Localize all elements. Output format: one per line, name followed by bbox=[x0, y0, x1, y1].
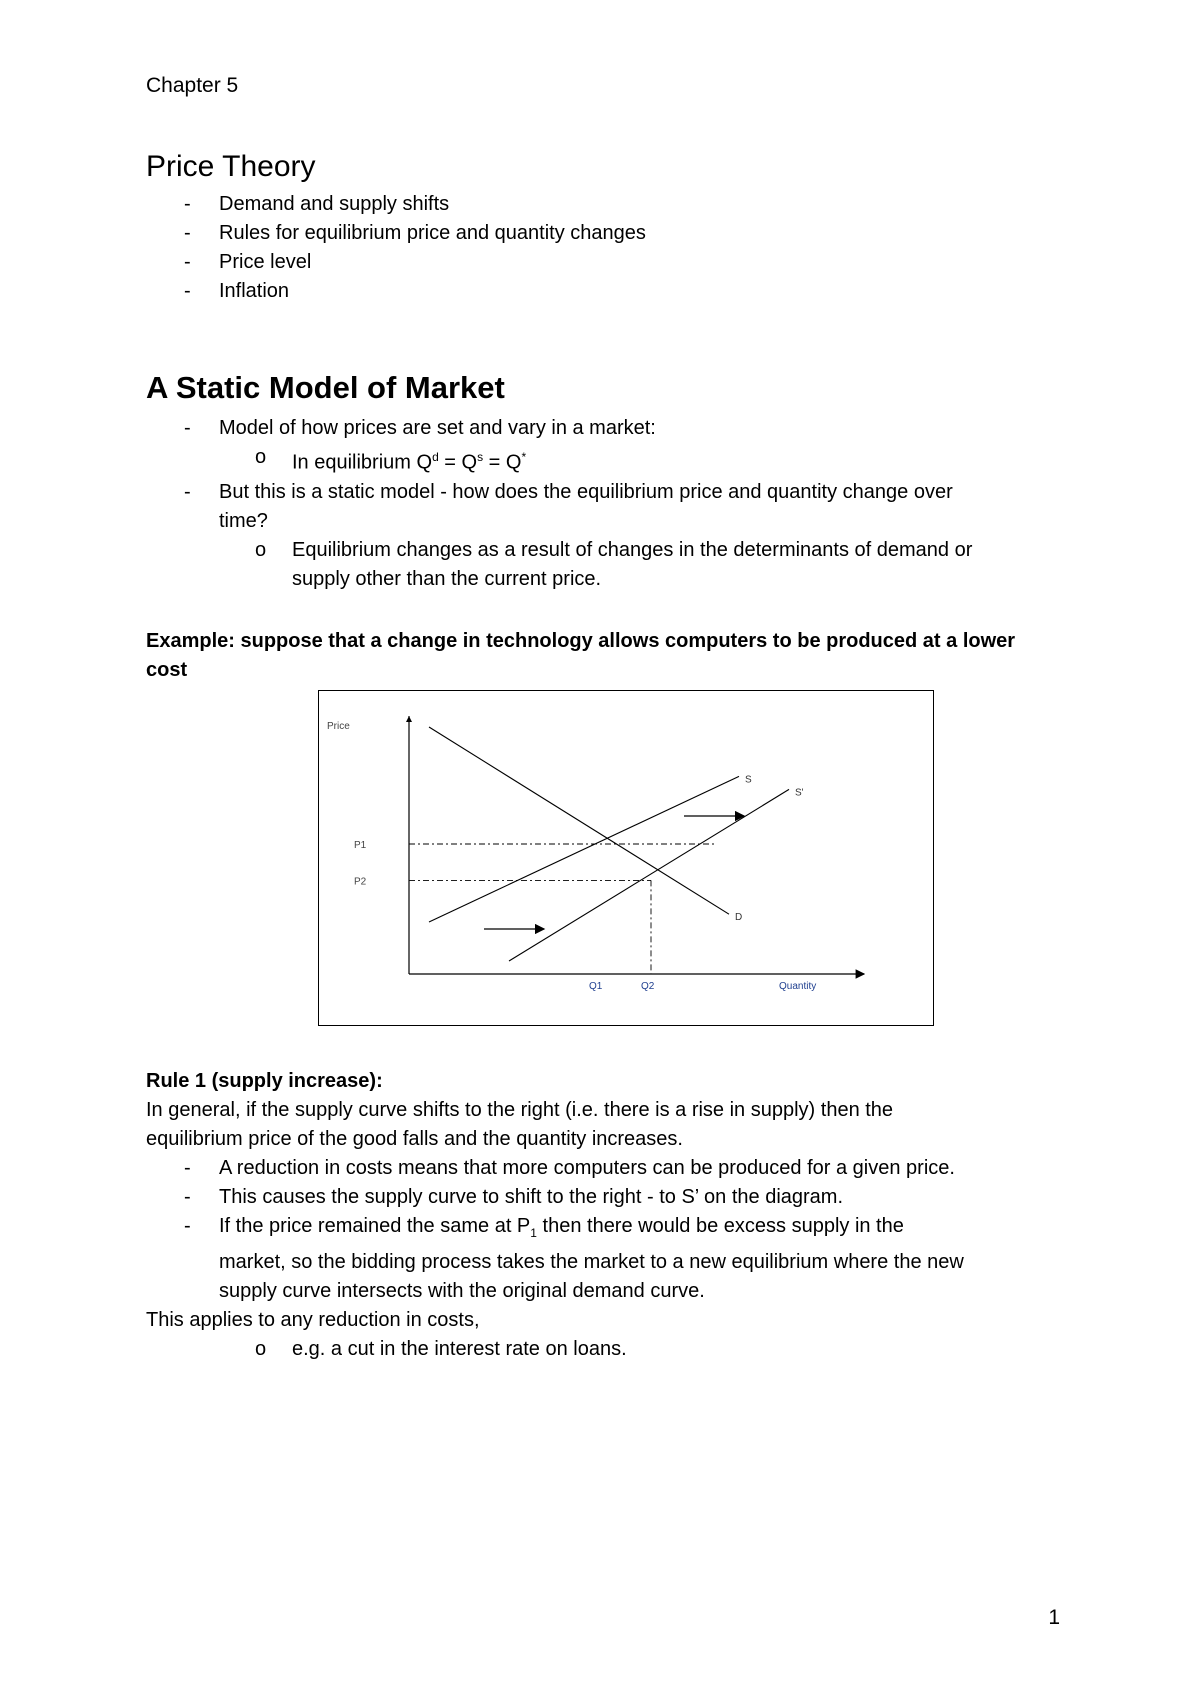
price-theory-title: Price Theory bbox=[146, 150, 316, 183]
y-tick-label: P1 bbox=[354, 840, 367, 851]
dash-bullet: - bbox=[184, 480, 191, 503]
dash-bullet: - bbox=[184, 417, 191, 439]
list-item-continuation: time? bbox=[219, 509, 268, 532]
applies-line: This applies to any reduction in costs, bbox=[146, 1309, 480, 1331]
sub-list-item: o e.g. a cut in the interest rate on loans. bbox=[146, 1335, 964, 1364]
dash-bullet: - bbox=[184, 280, 191, 302]
x-tick-label: Q1 bbox=[589, 981, 603, 992]
curve-label-d: D bbox=[735, 912, 743, 924]
price-theory-list bbox=[146, 190, 646, 306]
rule1-list bbox=[146, 1154, 964, 1364]
rule1-paragraph: In general, if the supply curve shifts to the right (i.e. there is a rise in supply) then the equilibrium price of the good falls and the quantity increases. bbox=[146, 1099, 894, 1150]
circle-bullet: o bbox=[255, 538, 267, 561]
sub-list-item-continuation: supply other than the current price. bbox=[292, 567, 602, 590]
circle-bullet: o bbox=[255, 446, 267, 468]
curve-s bbox=[429, 776, 739, 922]
page-number: 1 bbox=[1048, 1606, 1060, 1629]
dash-bullet: - bbox=[184, 251, 191, 273]
sub-list-item: o In equilibrium $Q^d = Q^s = Q^*$ bbox=[146, 443, 972, 478]
list-item: - Model of how prices are set and vary in a market: bbox=[146, 414, 972, 443]
dash-bullet: - bbox=[184, 1157, 191, 1179]
y-axis-label: Price bbox=[327, 721, 350, 732]
dash-bullet: - bbox=[184, 1186, 191, 1208]
list-item: - Price level bbox=[146, 248, 646, 277]
y-tick-label: P2 bbox=[354, 876, 367, 888]
rule1-title: Rule 1 (supply increase): bbox=[146, 1070, 383, 1092]
curve-label-s: S bbox=[745, 774, 752, 786]
circle-bullet: o bbox=[255, 1338, 267, 1360]
list-item-continuation: market, so the bidding process takes the market to a new equilibrium where the new bbox=[219, 1251, 964, 1273]
list-item: - Rules for equilibrium price and quantity changes bbox=[146, 219, 646, 248]
x-tick-label: Q2 bbox=[641, 981, 655, 992]
dash-bullet: - bbox=[184, 222, 191, 244]
list-item: - If the price remained the same at $P_1$ then there would be excess supply in the bbox=[146, 1212, 964, 1248]
curve-d bbox=[429, 727, 729, 914]
curve-s-prime bbox=[509, 789, 789, 961]
chapter-heading: Chapter 5 bbox=[146, 74, 239, 97]
static-model-list bbox=[146, 414, 972, 594]
list-item-continuation: supply curve intersects with the original demand curve. bbox=[219, 1280, 705, 1302]
curve-label-s-prime: S' bbox=[795, 787, 804, 799]
chart-svg bbox=[319, 691, 932, 1024]
list-item: - A reduction in costs means that more computers can be produced for a given price. bbox=[146, 1154, 964, 1183]
dash-bullet: - bbox=[184, 1215, 191, 1237]
supply-demand-chart bbox=[318, 690, 934, 1026]
x-axis-label: Quantity bbox=[779, 981, 817, 992]
list-item: - This causes the supply curve to shift to the right - to S’ on the diagram. bbox=[146, 1183, 964, 1212]
sub-list-item: o Equilibrium changes as a result of changes in the determinants of demand or bbox=[146, 536, 972, 565]
list-item: - But this is a static model - how does the equilibrium price and quantity change over bbox=[146, 478, 972, 507]
list-item: - Demand and supply shifts bbox=[146, 190, 646, 219]
example-paragraph: Example: suppose that a change in technology allows computers to be produced at a lower cost bbox=[146, 630, 1016, 681]
dash-bullet: - bbox=[184, 193, 191, 215]
list-item: - Inflation bbox=[146, 277, 646, 306]
static-model-title: A Static Model of Market bbox=[146, 370, 505, 405]
y-axis-arrow-icon bbox=[406, 716, 412, 722]
